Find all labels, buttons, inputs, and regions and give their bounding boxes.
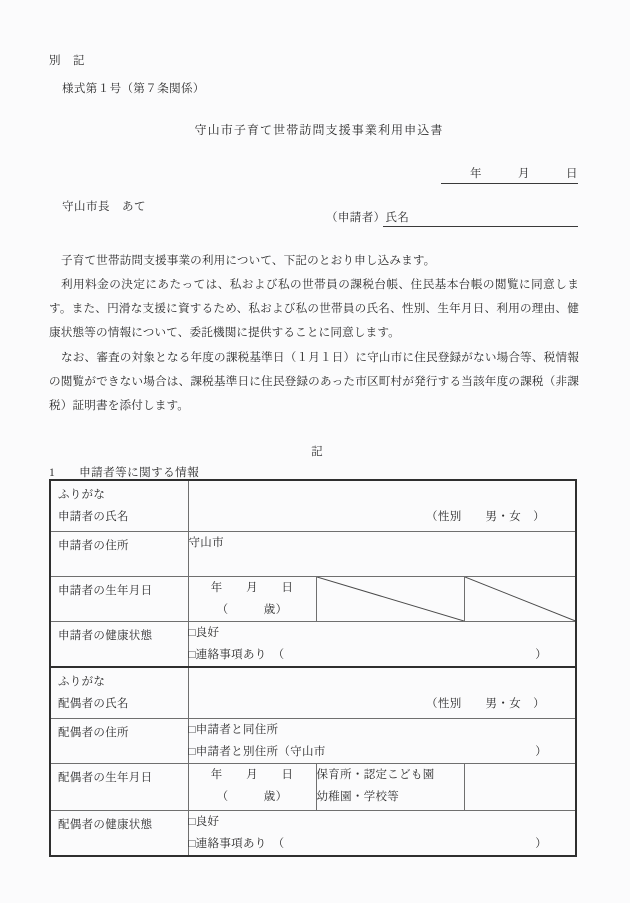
spouse-health-notes-label: □連絡事項あり （ — [188, 838, 285, 850]
table-row — [50, 577, 576, 622]
applicant-gender-note[interactable]: （性別 男・女 ） — [426, 511, 545, 523]
applicant-address-label: 申請者の住所 — [50, 532, 188, 577]
spouse-dob-input[interactable] — [188, 764, 316, 811]
applicant-health-notes-label: □連絡事項あり （ — [188, 649, 285, 661]
spouse-health-label: 配偶者の健康状態 — [50, 811, 188, 857]
document-title: 守山市子育て世帯訪問支援事業利用申込書 — [194, 123, 444, 137]
spouse-address-different-close: ） — [535, 746, 547, 758]
addressee-label: 守山市長 あて — [62, 201, 146, 213]
spouse-name-text: 配偶者の氏名 — [58, 698, 129, 710]
applicant-signature-line[interactable] — [383, 226, 578, 227]
spouse-health-notes-close: ） — [535, 838, 547, 850]
spouse-health-checkbox-notes[interactable] — [189, 833, 576, 855]
applicant-information-table — [49, 479, 577, 857]
date-field[interactable]: 年 月 日 — [441, 165, 578, 184]
table-row — [50, 532, 576, 577]
body-paragraph-2: 利用料金の決定にあたっては、私および私の世帯員の課税台帳、住民基本台帳の閲覧に同意します。また、円滑な支援に資するため、私および私の世帯員の氏名、性別、生年月日、利用の理由、健康状態等の情報について、委託機関に提供することに同意します。 — [49, 278, 579, 340]
crossed-out-cell-2 — [464, 577, 576, 622]
applicant-signature-label: （申請者）氏名 — [326, 212, 410, 224]
applicant-health-checkbox-notes[interactable] — [189, 644, 576, 666]
applicant-age-line: （ 歳） — [216, 604, 288, 616]
spouse-health-checkbox-good[interactable]: □良好 — [188, 816, 220, 828]
school-type-line-2: 幼稚園・学校等 — [316, 791, 400, 803]
spouse-health-options[interactable] — [188, 811, 576, 857]
table-row — [50, 622, 576, 668]
appendix-label: 別 記 — [49, 55, 85, 67]
furigana-label: ふりがな — [58, 489, 106, 501]
school-type-label — [316, 764, 464, 811]
diagonal-slash-icon — [317, 577, 464, 621]
applicant-health-label: 申請者の健康状態 — [50, 622, 188, 668]
applicant-name-text: 申請者の氏名 — [58, 511, 129, 523]
diagonal-slash-icon — [465, 577, 576, 621]
spouse-address-different-label: □申請者と別住所（守山市 — [188, 746, 326, 758]
spouse-name-input[interactable] — [188, 667, 576, 719]
spouse-address-options[interactable] — [188, 719, 576, 764]
applicant-name-label — [50, 480, 188, 532]
crossed-out-cell-1 — [316, 577, 464, 622]
body-paragraph-1: 子育て世帯訪問支援事業の利用について、下記のとおり申し込みます。 — [61, 254, 436, 267]
table-row — [50, 811, 576, 857]
school-name-input[interactable] — [464, 764, 576, 811]
spouse-gender-note[interactable]: （性別 男・女 ） — [426, 698, 545, 710]
form-number-label: 様式第１号（第７条関係） — [62, 83, 205, 95]
applicant-health-notes-close: ） — [535, 649, 547, 661]
spouse-age-line: （ 歳） — [216, 791, 288, 803]
applicant-dob-input[interactable] — [188, 577, 316, 622]
spouse-name-label — [50, 667, 188, 719]
body-paragraph-3: なお、審査の対象となる年度の課税基準日（１月１日）に守山市に住民登録がない場合等、税情報の閲覧ができない場合は、課税基準日に住民登録のあった市区町村が発行する当該年度の課税（非課税）証明書を添付します。 — [49, 351, 579, 413]
section-1-heading: 1 申請者等に関する情報 — [49, 466, 200, 479]
applicant-name-input[interactable] — [188, 480, 576, 532]
applicant-dob-label: 申請者の生年月日 — [50, 577, 188, 622]
table-row — [50, 480, 576, 532]
ki-heading: 記 — [311, 446, 323, 458]
table-row — [50, 719, 576, 764]
spouse-dob-label: 配偶者の生年月日 — [50, 764, 188, 811]
table-row — [50, 764, 576, 811]
applicant-dob-date-line: 年 月 日 — [210, 582, 294, 594]
applicant-address-input[interactable]: 守山市 — [188, 532, 576, 577]
spouse-address-checkbox-different[interactable] — [189, 741, 576, 763]
applicant-health-options[interactable] — [188, 622, 576, 668]
spouse-dob-date-line: 年 月 日 — [210, 769, 294, 781]
table-row — [50, 667, 576, 719]
spouse-address-label: 配偶者の住所 — [50, 719, 188, 764]
applicant-health-checkbox-good[interactable]: □良好 — [188, 627, 220, 639]
school-type-line-1: 保育所・認定こども園 — [316, 769, 435, 781]
furigana-label: ふりがな — [58, 676, 106, 688]
spouse-address-checkbox-same[interactable]: □申請者と同住所 — [188, 724, 279, 736]
